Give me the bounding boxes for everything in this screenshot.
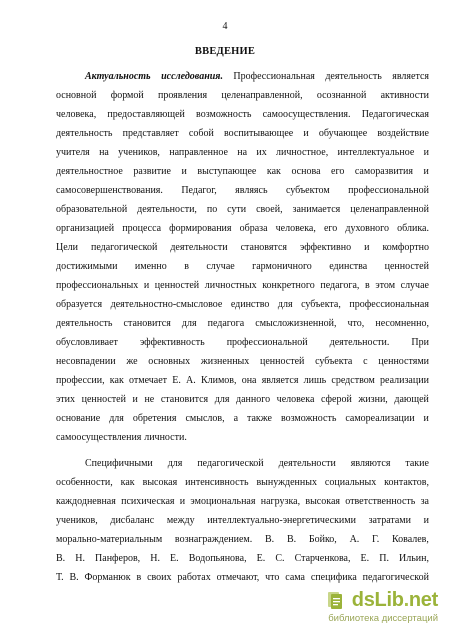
text-line: деятельностное развитие и выступающее как основа его саморазвития и: [56, 166, 429, 177]
text-line: Цели педагогической деятельности становятся эффективно и комфортно: [56, 242, 429, 253]
text-line: самоосуществления личности.: [56, 432, 187, 443]
dslib-logo-icon: [326, 589, 344, 611]
text-line: обусловливает эффективность профессиональной деятельности. При: [56, 337, 429, 348]
text-line: самосовершенствования. Педагог, являясь субъектом профессиональной: [56, 185, 429, 196]
watermark-subtitle: библиотека диссертаций: [328, 613, 438, 624]
text-line: организацией процесса формирования образа человека, его духовного облика.: [56, 223, 429, 234]
text-line: учеников, дисбаланс между интеллектуально-энергетическими затратами и: [56, 515, 429, 526]
text-line: профессии, как отмечает Е. А. Климов, она является лишь средством реализации: [56, 375, 429, 386]
text-line: образуется деятельностно-смысловое единство для субъекта, профессиональная: [56, 299, 429, 310]
text-line: Актуальность исследования. Профессиональная деятельность является: [85, 71, 429, 82]
text-line: каждодневная психическая и эмоциональная нагрузка, высокая ответственность за: [56, 496, 429, 507]
text-line: основной формой проявления целенаправленной, осознанной активности: [56, 90, 429, 101]
text-line: Т. В. Форманюк в своих работах отмечают, что сама специфика педагогической: [56, 572, 429, 583]
text-line: несовпадении же основных жизненных ценностей субъекта с ценностями: [56, 356, 429, 367]
page-number: 4: [222, 21, 228, 32]
text-line: В. Н. Панферов, Н. Е. Водопьянова, Е. С. Старченкова, Е. П. Ильин,: [56, 553, 429, 564]
text-line: особенности, как высокая интенсивность вынужденных социальных контактов,: [56, 477, 429, 488]
text-line: образовательной деятельности, по сути своей, занимается целенаправленной: [56, 204, 429, 215]
text-line: деятельность представляет собой воспитывающее и обучающее воздействие: [56, 128, 429, 139]
dslib-watermark: [326, 588, 438, 628]
text-line: профессиональных и ценностей личностных конкретного педагога, в этом случае: [56, 280, 429, 291]
text-line: достижимыми именно в случае гармоничного единства ценностей: [56, 261, 429, 272]
section-heading: ВВЕДЕНИЕ: [194, 46, 256, 57]
text-line: учителя на учеников, направленное на их личностное, интеллектуальное и: [56, 147, 429, 158]
text-line: основание для обретения смыслов, а также возможность самореализации и: [56, 413, 429, 424]
text-line: деятельность становится для педагога смысложизненной, что, несомненно,: [56, 318, 429, 329]
text-line: морально-материальным вознаграждением. В. В. Бойко, А. Г. Ковалев,: [56, 534, 429, 545]
text-line: человека, предоставляющей возможность самоосуществления. Педагогическая: [56, 109, 429, 120]
text-line: этих ценностей и не становится для данного человека сферой жизни, дающей: [56, 394, 429, 405]
text-line: Специфичными для педагогической деятельности являются такие: [85, 458, 429, 469]
watermark-brand: dsLib.net: [351, 589, 438, 611]
